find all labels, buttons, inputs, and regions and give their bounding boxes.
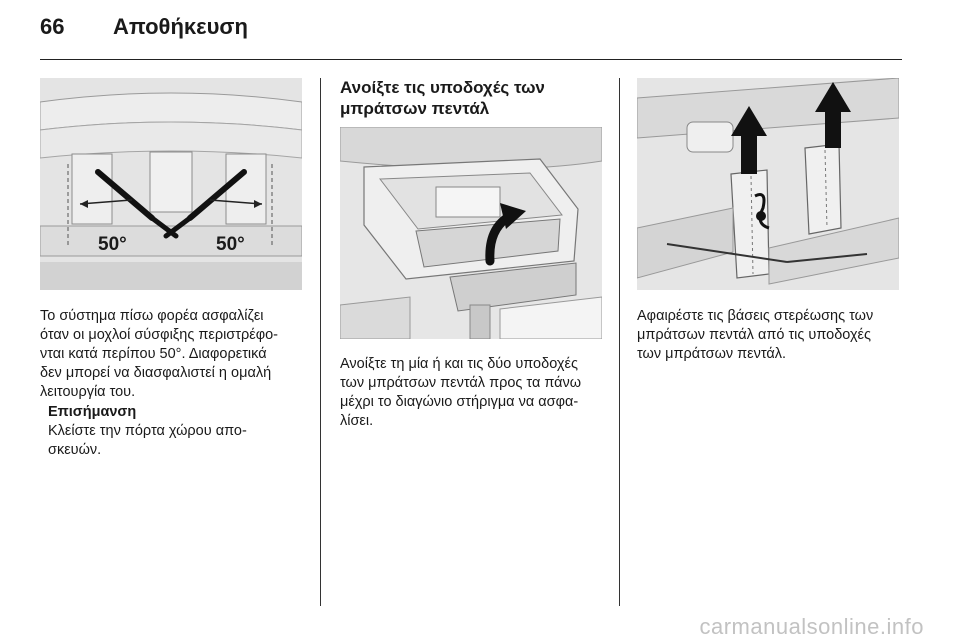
column3-body-line: μπράτσων πεντάλ από τις υποδοχές [637,327,872,343]
open-holders-illustration [340,127,602,339]
column-divider-1 [320,78,321,606]
column2-body-line: των μπράτσων πεντάλ προς τα πάνω [340,375,582,391]
section-title: Αποθήκευση [113,14,248,39]
note-title: Επισήμανση [48,404,137,420]
watermark: carmanualsonline.info [699,614,924,639]
remove-mounts-illustration [637,78,899,290]
column1-body-line: Το σύστημα πίσω φορέα ασφαλίζει [40,308,264,324]
column1-body-line: όταν οι μοχλοί σύσφιξης περιστρέφο- [40,327,278,343]
column2-body-line: Ανοίξτε τη μία ή και τις δύο υποδοχές [340,356,578,372]
page-number: 66 [40,14,65,39]
column2-body-line: μέχρι το διαγώνιο στήριγμα να ασφα- [340,394,579,410]
column1-body-line: νται κατά περίπου 50°. Διαφορετικά [40,346,267,362]
column1-body-line: δεν μπορεί να διασφαλιστεί η ομαλή [40,365,272,381]
column1-body-line: λειτουργία του. [40,384,136,400]
column2-heading [340,77,612,119]
figure-open-holders [340,127,602,339]
header-rule [40,59,902,60]
figure-remove-mounts [637,78,899,290]
angle-label-right: 50° [216,234,245,255]
column-divider-2 [619,78,620,606]
column1-body [40,307,312,402]
angle-label-left: 50° [98,234,127,255]
note-line: σκευών. [48,442,102,458]
clamping-levers-illustration [40,78,302,290]
note-block [48,403,312,460]
page-header [0,0,960,62]
column2-heading-line: μπράτσων πεντάλ [340,99,490,118]
column2-heading-line: Ανοίξτε τις υποδοχές των [340,78,545,97]
column3-body-line: Αφαιρέστε τις βάσεις στερέωσης των [637,308,874,324]
column3-body-line: των μπράτσων πεντάλ. [637,346,787,362]
note-line: Κλείστε την πόρτα χώρου απο- [48,423,247,439]
figure-clamping-levers [40,78,302,290]
column3-body [637,307,909,364]
column2-body [340,355,612,431]
column2-body-line: λίσει. [340,413,374,429]
